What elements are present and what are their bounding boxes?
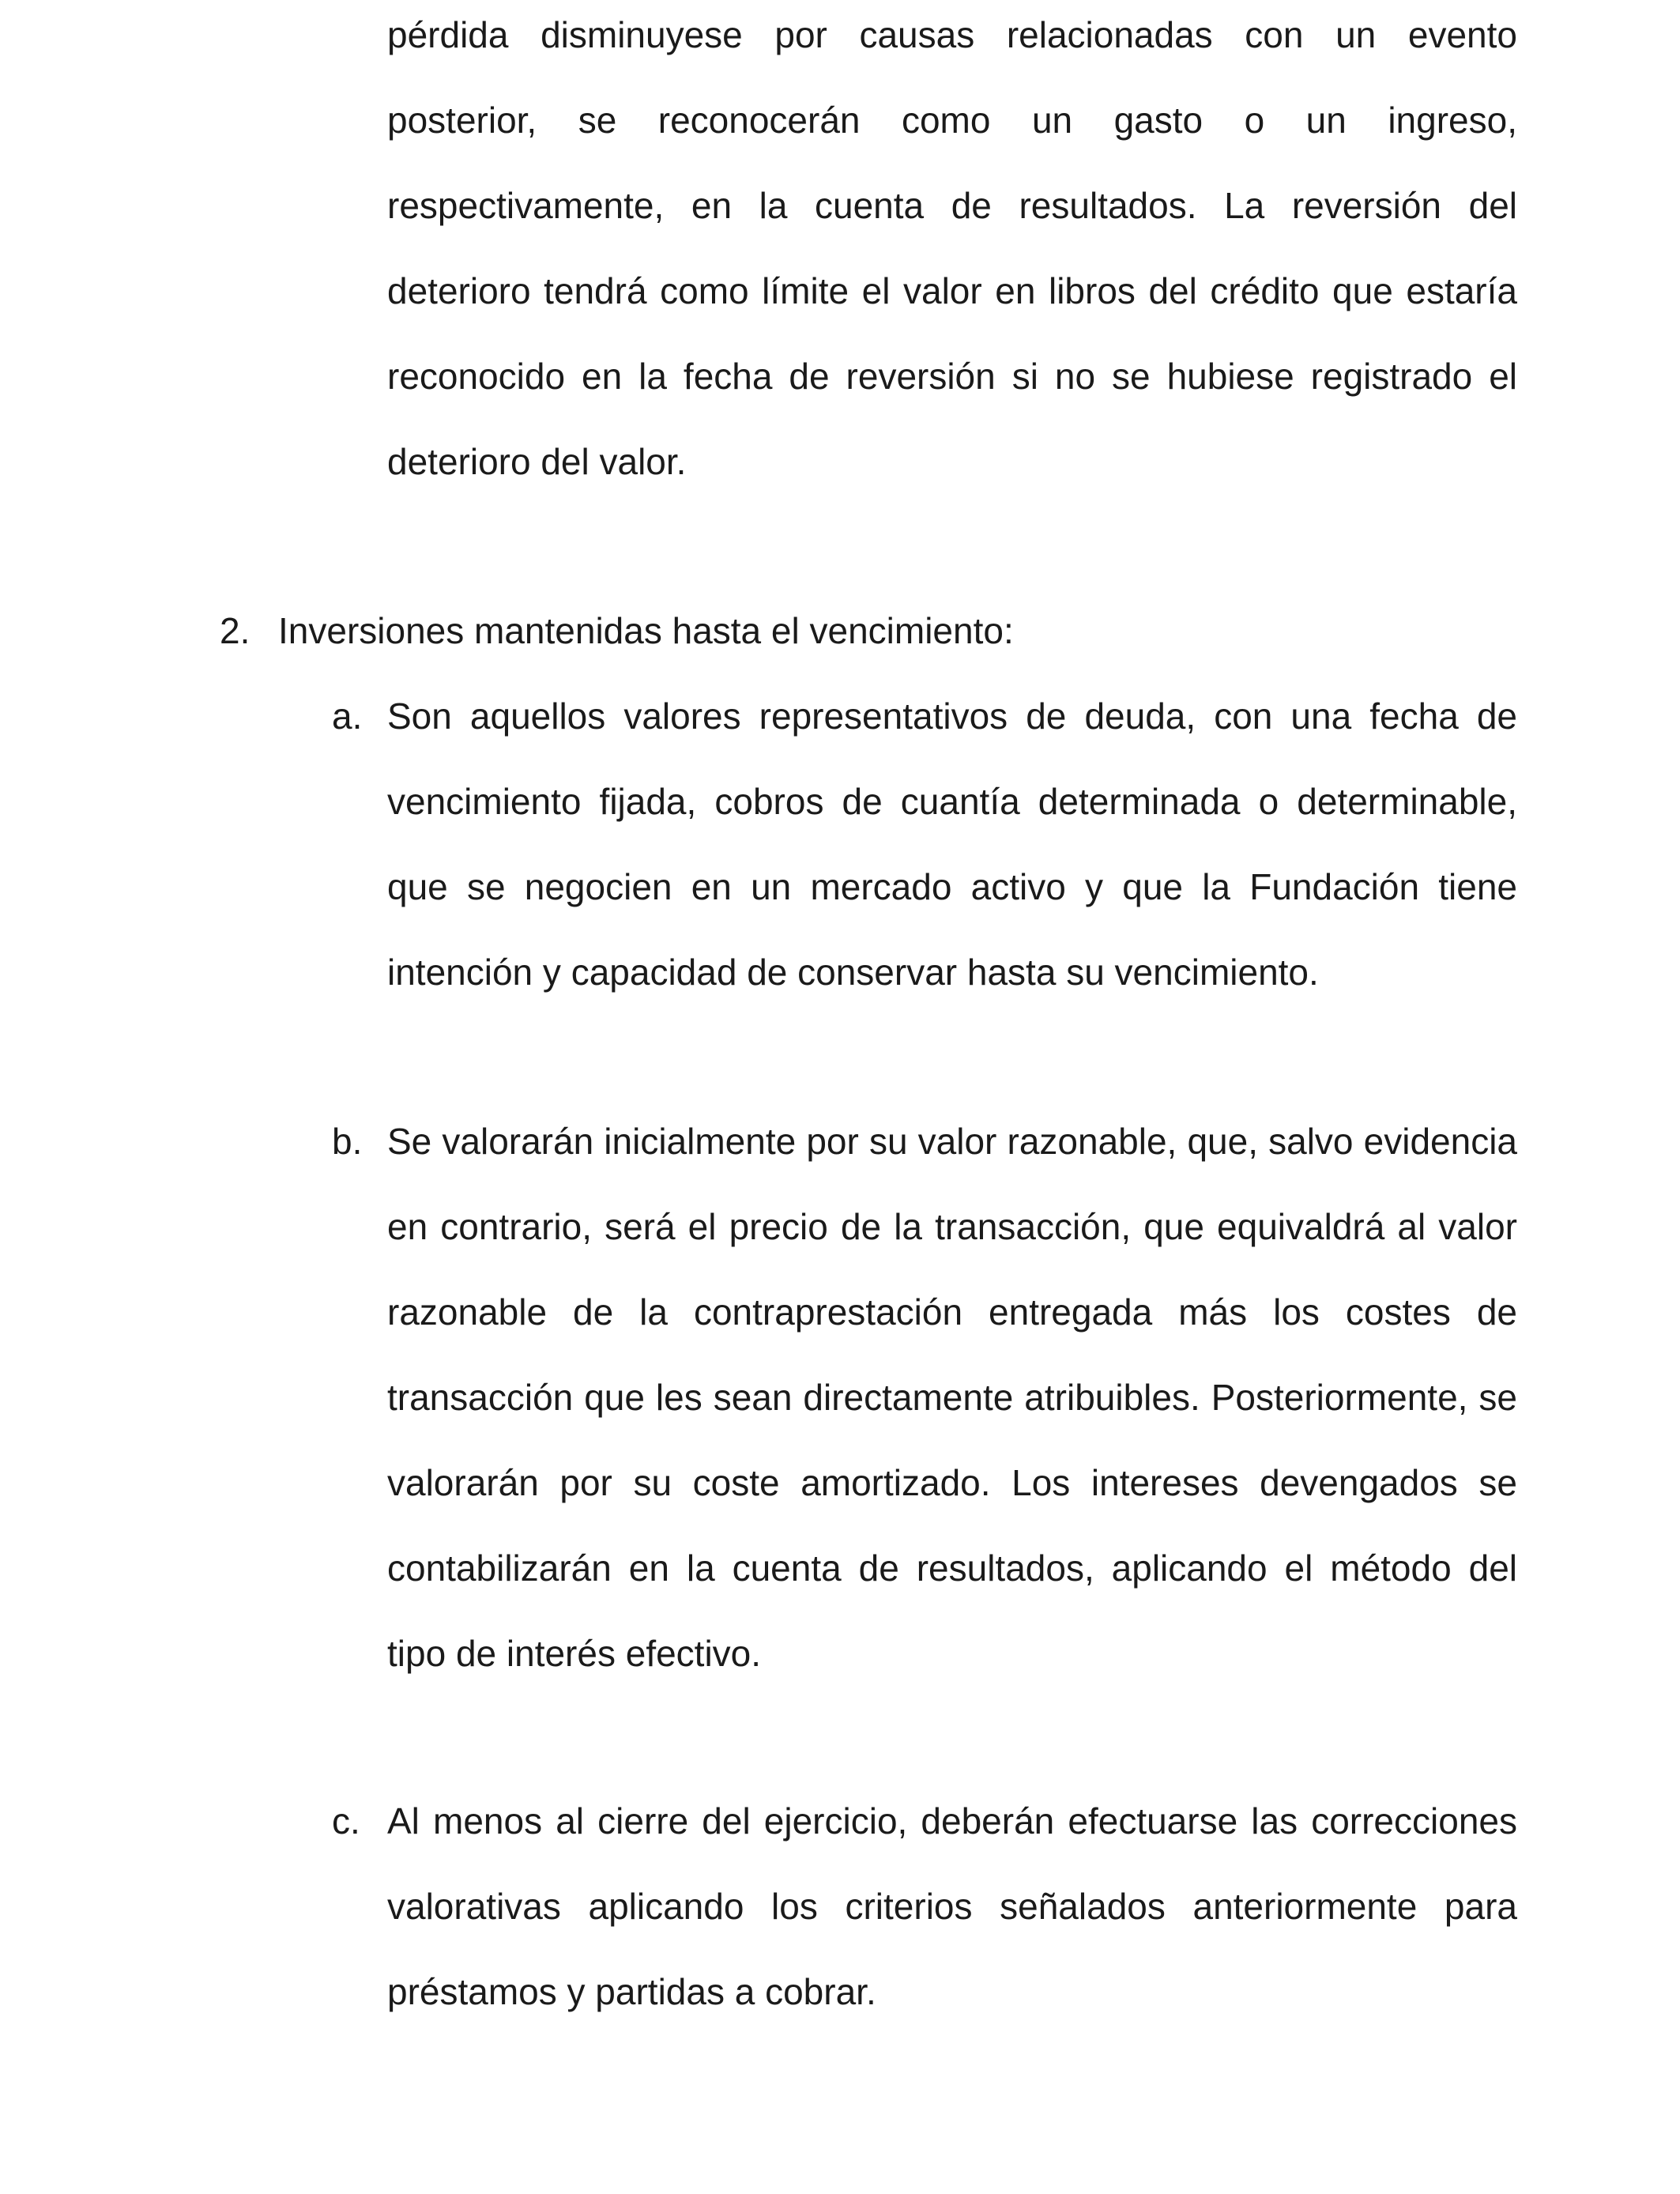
list-marker-c: c. <box>332 1800 360 1842</box>
list-marker-b: b. <box>332 1121 363 1162</box>
continuation-paragraph: pérdida disminuyese por causas relacionadas con un evento posterior, se reconocerán como un gasto o un ingreso, respectivamente, en la cuenta de resultados. La reversión del deterioro tendrá como límite el valor en libros del crédito que estaría reconocido en la fecha de reversión si no se hubiese registrado el deterioro del valor. <box>387 14 1517 482</box>
list-item-b: Se valorarán inicialmente por su valor razonable, que, salvo evidencia en contrario, será el precio de la transacción, que equivaldrá al valor razonable de la contraprestación entregada más los costes de transacción que les sean directamente atribuibles. Posteriormente, se valorarán por su coste amortizado. Los intereses devengados se contabilizarán en la cuenta de resultados, aplicando el método del tipo de interés efectivo. <box>387 1121 1517 1674</box>
section-heading: Inversiones mantenidas hasta el vencimiento: <box>278 610 1014 651</box>
list-marker-a: a. <box>332 696 363 737</box>
list-item-a: Son aquellos valores representativos de deuda, con una fecha de vencimiento fijada, cobros de cuantía determinada o determinable, que se negocien en un mercado activo y que la Fundación tiene intención y capacidad de conservar hasta su vencimiento. <box>387 696 1517 993</box>
list-number-2: 2. <box>220 610 250 651</box>
list-item-c: Al menos al cierre del ejercicio, deberán efectuarse las correcciones valorativas aplicando los criterios señalados anteriormente para préstamos y partidas a cobrar. <box>387 1800 1517 2012</box>
